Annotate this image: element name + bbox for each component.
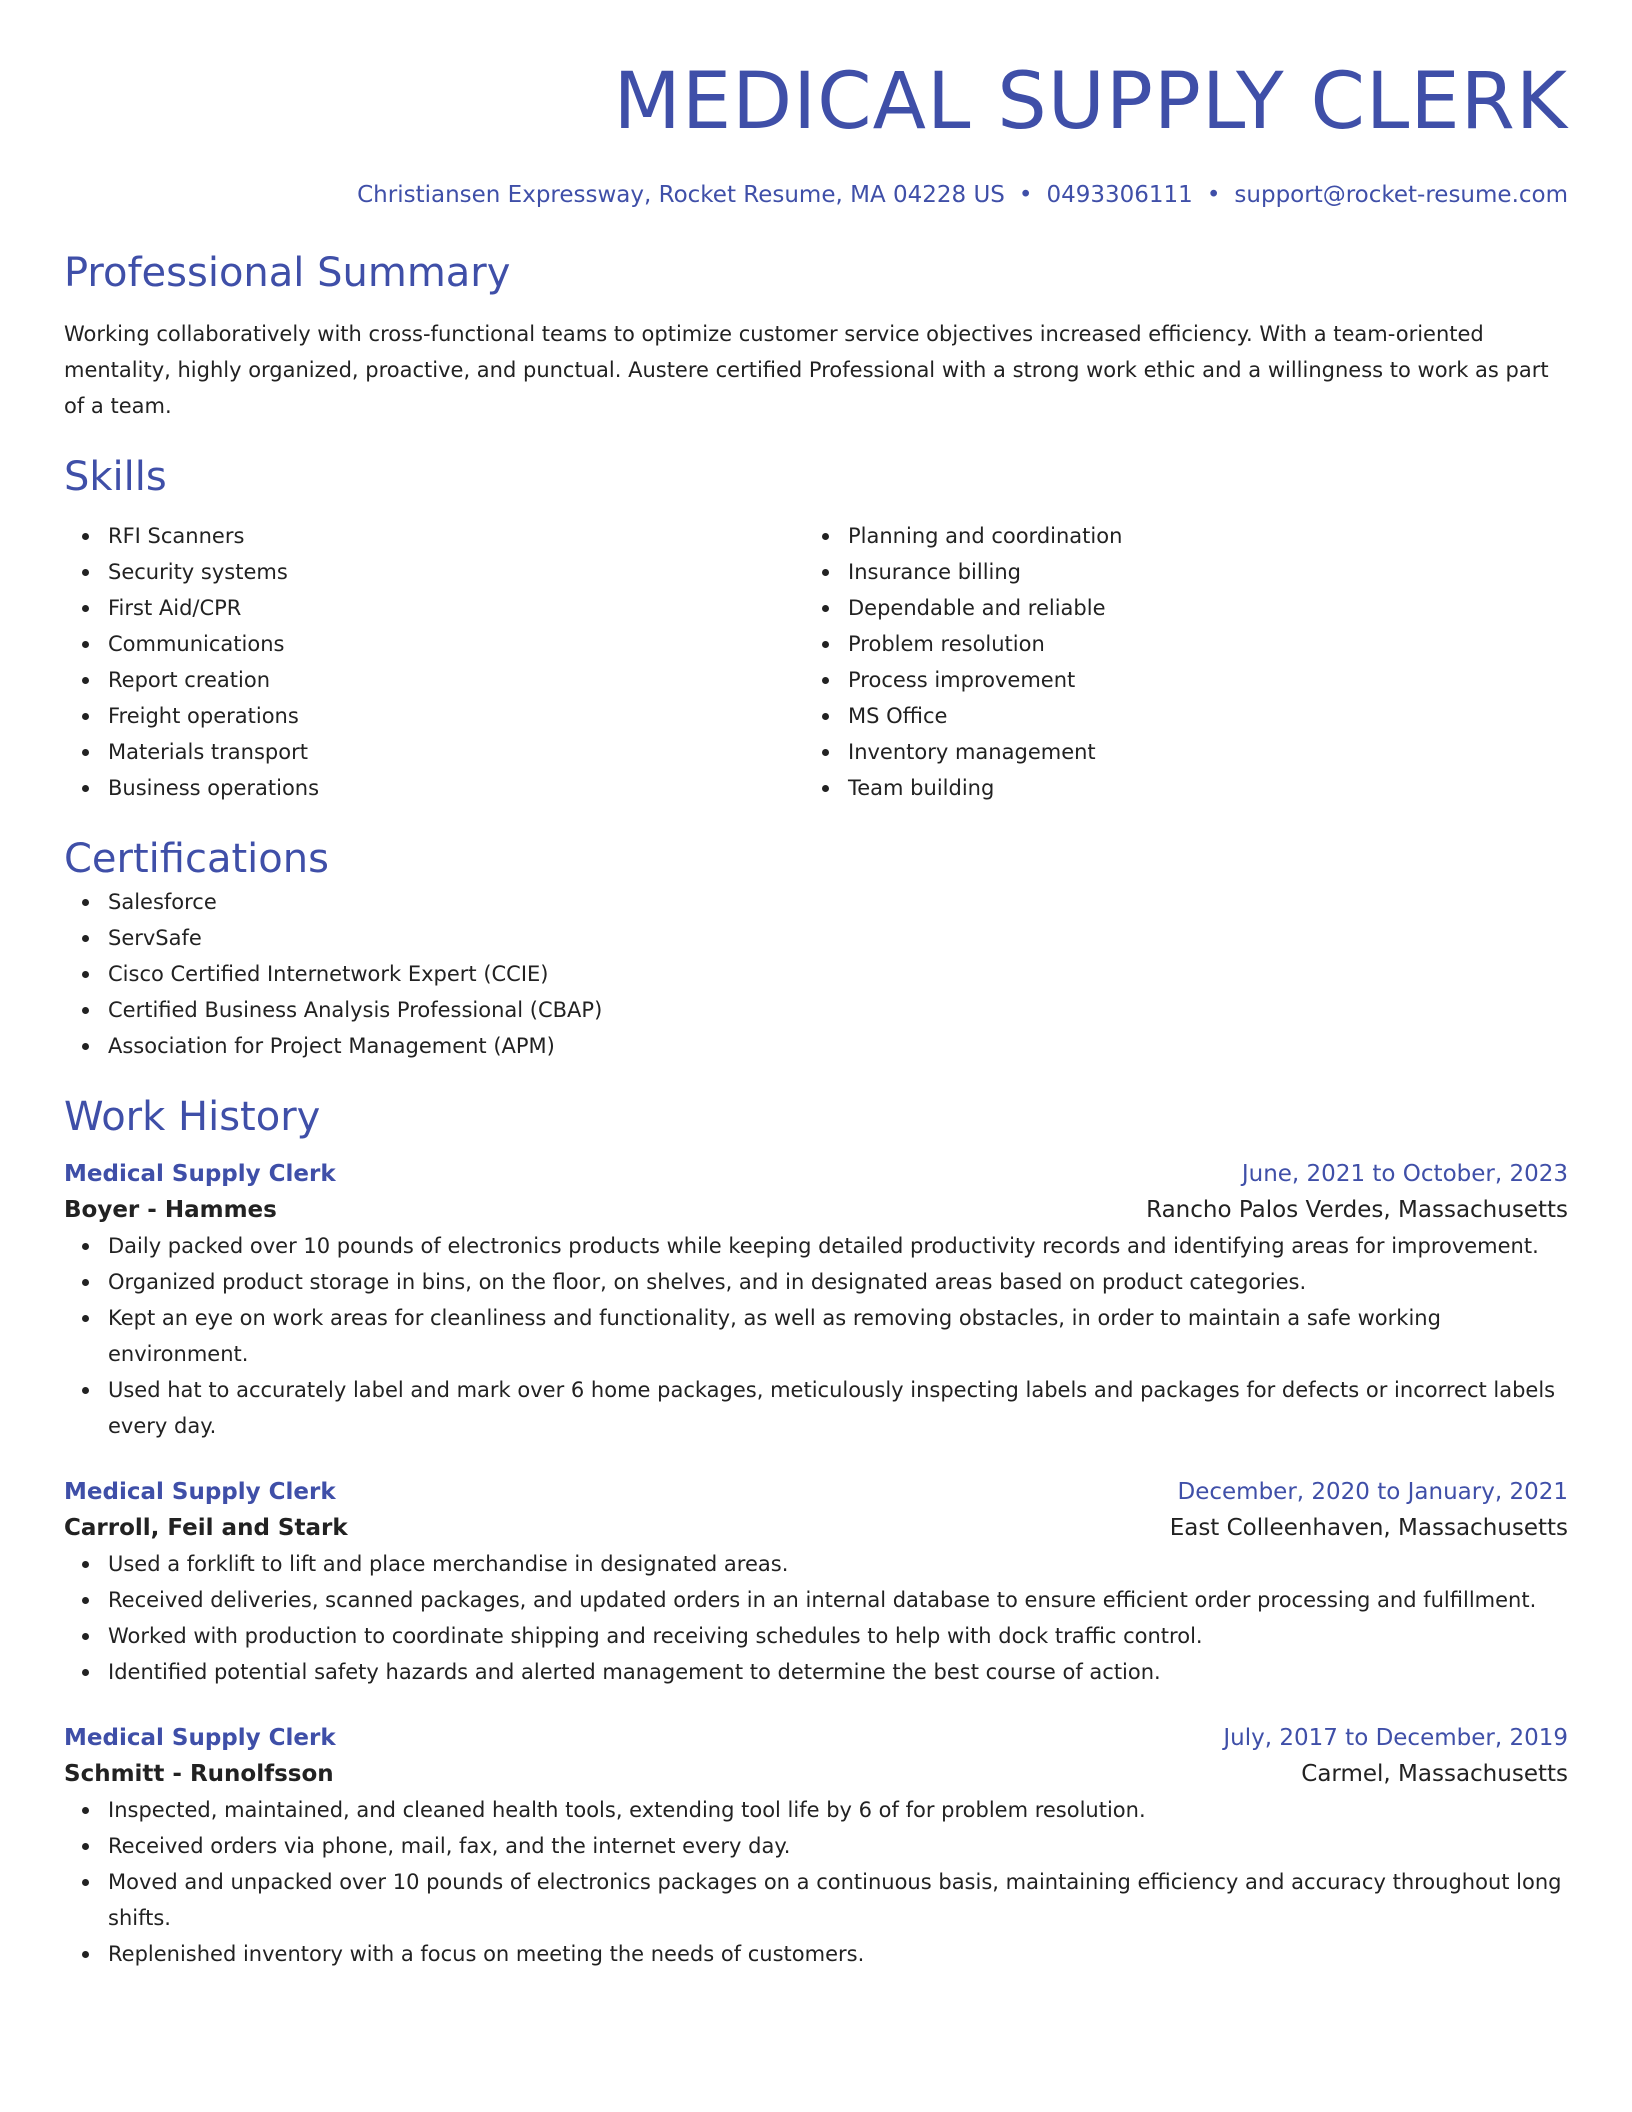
- contact-address: Christiansen Expressway, Rocket Resume, MA 04228 US: [357, 182, 1005, 208]
- skills-list-left: [64, 518, 804, 806]
- job-entry: [64, 1474, 1568, 1690]
- job-duties-list: [64, 1228, 1568, 1444]
- summary-heading: Professional Summary: [64, 250, 511, 296]
- job-duty: Received deliveries, scanned packages, and updated orders in an internal database to ensure efficient order processing and fulfillment.: [108, 1582, 1568, 1618]
- job-company-row: [64, 1510, 1568, 1546]
- job-company-row: [64, 1192, 1568, 1228]
- skill-item: Communications: [108, 626, 804, 662]
- job-title: Medical Supply Clerk: [64, 1161, 336, 1187]
- job-header-row: [64, 1720, 1568, 1756]
- job-duties-list: [64, 1546, 1568, 1690]
- job-location: East Colleenhaven, Massachusetts: [1169, 1515, 1568, 1541]
- skill-item: Security systems: [108, 554, 804, 590]
- skill-item: Problem resolution: [848, 626, 1544, 662]
- contact-separator: •: [1018, 182, 1033, 208]
- contact-line: [64, 180, 1568, 210]
- skill-item: Dependable and reliable: [848, 590, 1544, 626]
- job-entry: [64, 1720, 1568, 1972]
- candidate-name: MEDICAL SUPPLY CLERK: [613, 57, 1568, 147]
- job-company: Boyer - Hammes: [64, 1197, 277, 1223]
- skills-list-right: [804, 518, 1544, 806]
- job-duties-list: [64, 1792, 1568, 1972]
- work-history-heading: Work History: [64, 1094, 321, 1140]
- skill-item: Planning and coordination: [848, 518, 1544, 554]
- job-header-row: [64, 1156, 1568, 1192]
- certification-item: Salesforce: [108, 884, 1568, 920]
- skill-item: Insurance billing: [848, 554, 1544, 590]
- skill-item: Freight operations: [108, 698, 804, 734]
- job-duty: Received orders via phone, mail, fax, and the internet every day.: [108, 1828, 1568, 1864]
- certification-item: Association for Project Management (APM): [108, 1028, 1568, 1064]
- skill-item: Inventory management: [848, 734, 1544, 770]
- skills-heading: Skills: [64, 454, 167, 500]
- job-duty: Replenished inventory with a focus on meeting the needs of customers.: [108, 1936, 1568, 1972]
- certifications-list: [64, 884, 1568, 1064]
- job-location: Rancho Palos Verdes, Massachusetts: [1146, 1197, 1568, 1223]
- job-duty: Used hat to accurately label and mark over 6 home packages, meticulously inspecting labels and packages for defects or incorrect labels every day.: [108, 1372, 1568, 1444]
- job-header-row: [64, 1474, 1568, 1510]
- job-dates: June, 2021 to October, 2023: [1241, 1161, 1568, 1187]
- certification-item: ServSafe: [108, 920, 1568, 956]
- job-dates: December, 2020 to January, 2021: [1177, 1479, 1568, 1505]
- skill-item: Team building: [848, 770, 1544, 806]
- certifications-heading: Certifications: [64, 836, 329, 882]
- resume-header: [64, 52, 1568, 210]
- job-duty: Moved and unpacked over 10 pounds of electronics packages on a continuous basis, maintaining efficiency and accuracy throughout long shifts.: [108, 1864, 1568, 1936]
- contact-phone: 0493306111: [1046, 182, 1193, 208]
- job-duty: Organized product storage in bins, on the floor, on shelves, and in designated areas based on product categories.: [108, 1264, 1568, 1300]
- job-entry: [64, 1156, 1568, 1444]
- job-company: Schmitt - Runolfsson: [64, 1761, 334, 1787]
- skills-column-right: [804, 518, 1544, 806]
- skill-item: First Aid/CPR: [108, 590, 804, 626]
- job-location: Carmel, Massachusetts: [1301, 1761, 1568, 1787]
- contact-separator: •: [1206, 182, 1221, 208]
- skill-item: RFI Scanners: [108, 518, 804, 554]
- summary-text: Working collaboratively with cross-functional teams to optimize customer service objectives increased efficiency. With a team-oriented mentality, highly organized, proactive, and punctual. Austere certified Professional with a strong work ethic and a willingness to work as part of a team.: [64, 322, 1549, 418]
- job-company: Carroll, Feil and Stark: [64, 1515, 348, 1541]
- job-duty: Worked with production to coordinate shipping and receiving schedules to help with dock traffic control.: [108, 1618, 1568, 1654]
- contact-email[interactable]: support@rocket-resume.com: [1234, 182, 1568, 208]
- job-title: Medical Supply Clerk: [64, 1479, 336, 1505]
- job-duty: Identified potential safety hazards and alerted management to determine the best course of action.: [108, 1654, 1568, 1690]
- job-company-row: [64, 1756, 1568, 1792]
- skill-item: MS Office: [848, 698, 1544, 734]
- skill-item: Materials transport: [108, 734, 804, 770]
- job-duty: Used a forklift to lift and place merchandise in designated areas.: [108, 1546, 1568, 1582]
- skills-grid: [64, 518, 1568, 806]
- skill-item: Process improvement: [848, 662, 1544, 698]
- job-duty: Daily packed over 10 pounds of electronics products while keeping detailed productivity records and identifying areas for improvement.: [108, 1228, 1568, 1264]
- job-duty: Inspected, maintained, and cleaned health tools, extending tool life by 6 of for problem resolution.: [108, 1792, 1568, 1828]
- job-duty: Kept an eye on work areas for cleanliness and functionality, as well as removing obstacles, in order to maintain a safe working environment.: [108, 1300, 1568, 1372]
- skills-column-left: [64, 518, 804, 806]
- job-title: Medical Supply Clerk: [64, 1725, 336, 1751]
- skill-item: Report creation: [108, 662, 804, 698]
- job-dates: July, 2017 to December, 2019: [1223, 1725, 1568, 1751]
- certification-item: Certified Business Analysis Professional (CBAP): [108, 992, 1568, 1028]
- certification-item: Cisco Certified Internetwork Expert (CCIE): [108, 956, 1568, 992]
- skill-item: Business operations: [108, 770, 804, 806]
